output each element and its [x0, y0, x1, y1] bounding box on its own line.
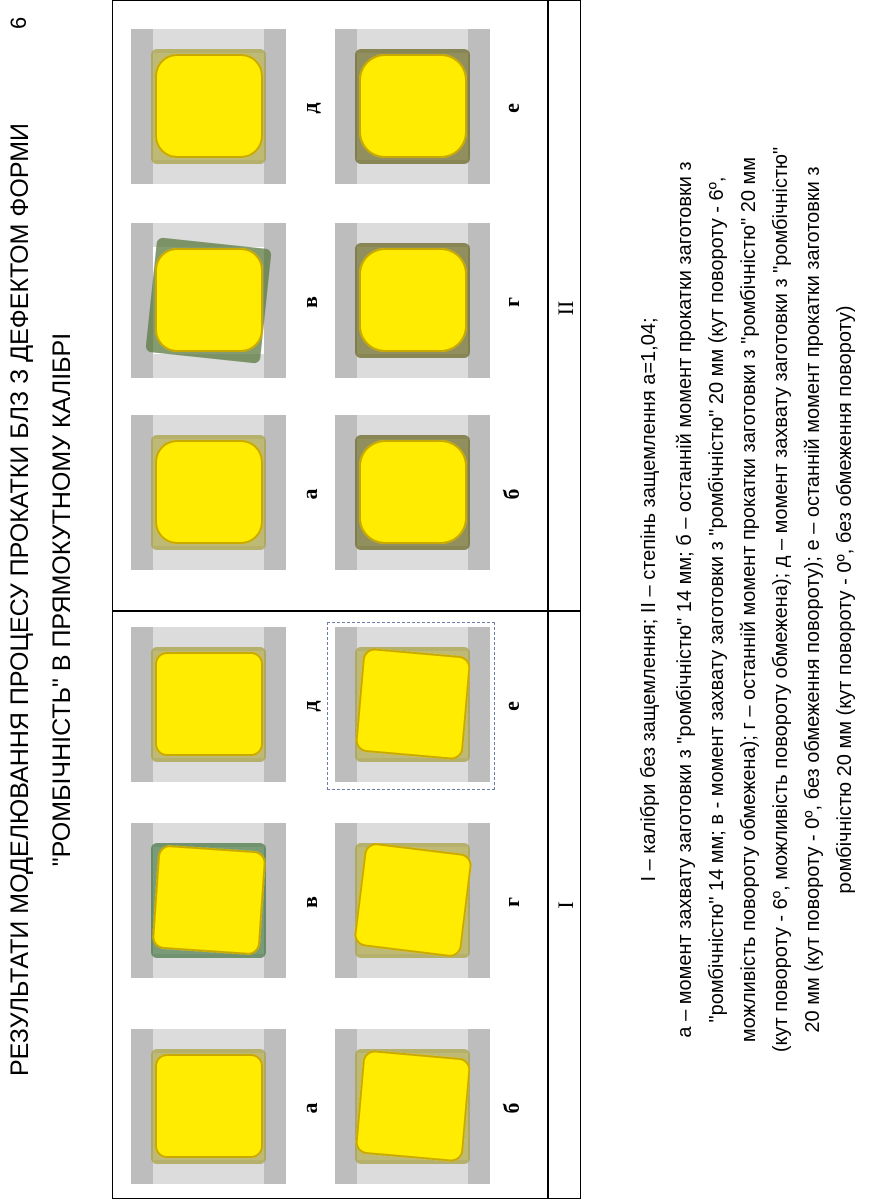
panel-II-e [335, 29, 490, 184]
caption-line: (кут повороту - 6º, можливість повороту обмежена); д – момент захвату заготовки з "ромбічністю" [770, 146, 792, 1053]
panel-label: а [297, 488, 322, 500]
panel-label: е [499, 701, 524, 711]
caption-line: а – момент захвату заготовки з "ромбічністю" 14 мм; б – останній момент прокатки заготовки з [674, 161, 696, 1038]
caption-line: 20 мм (кут повороту - 0º, без обмеження повороту); е – останній момент прокатки заготовки з [802, 166, 824, 1033]
panel-label: а [297, 1102, 322, 1114]
group-I-label: I [553, 901, 578, 909]
panel-I-v [131, 823, 286, 978]
label-row-divider [547, 1, 549, 1198]
panel-II-b [335, 415, 490, 570]
panel-label: г [499, 897, 524, 907]
page-number: 6 [6, 16, 31, 29]
panel-I-b [335, 1029, 490, 1184]
caption-line: "ромбічністю" 14 мм; в - момент захвату заготовки з "ромбічністю" 20 мм (кут повороту - 6º, [706, 176, 728, 1023]
panel-label: е [499, 103, 524, 113]
panel-II-a [131, 415, 286, 570]
caption-line: I – калібри без защемлення; II – степінь защемлення a=1,04; [638, 317, 660, 882]
panel-label: г [499, 297, 524, 307]
page-title-line2: "РОМБІЧНІСТЬ" В ПРЯМОКУТНОМУ КАЛІБРІ [48, 332, 76, 867]
panel-label: б [499, 1102, 524, 1114]
group-divider [113, 611, 580, 613]
selection-box [327, 622, 495, 790]
group-II-label: II [553, 300, 578, 316]
panel-label: в [297, 296, 322, 308]
panel-I-a [131, 1029, 286, 1184]
panel-II-v [131, 223, 286, 378]
caption-line: можливість повороту обмежена); г – останній момент прокатки заготовки з "ромбічністю" 20 мм [738, 156, 760, 1043]
panel-II-g [335, 223, 490, 378]
panel-label: б [499, 488, 524, 500]
figure-table [112, 0, 581, 1199]
page-title-line1: РЕЗУЛЬТАТИ МОДЕЛЮВАННЯ ПРОЦЕСУ ПРОКАТКИ БЛЗ З ДЕФЕКТОМ ФОРМИ [6, 122, 34, 1077]
panel-I-g [335, 823, 490, 978]
panel-II-d [131, 29, 286, 184]
caption-line: ромбічністю 20 мм (кут повороту - 0º, без обмеження повороту) [834, 305, 856, 894]
panel-label: д [297, 102, 322, 114]
panel-I-d [131, 627, 286, 782]
panel-label: в [297, 896, 322, 908]
panel-label: д [297, 700, 322, 712]
